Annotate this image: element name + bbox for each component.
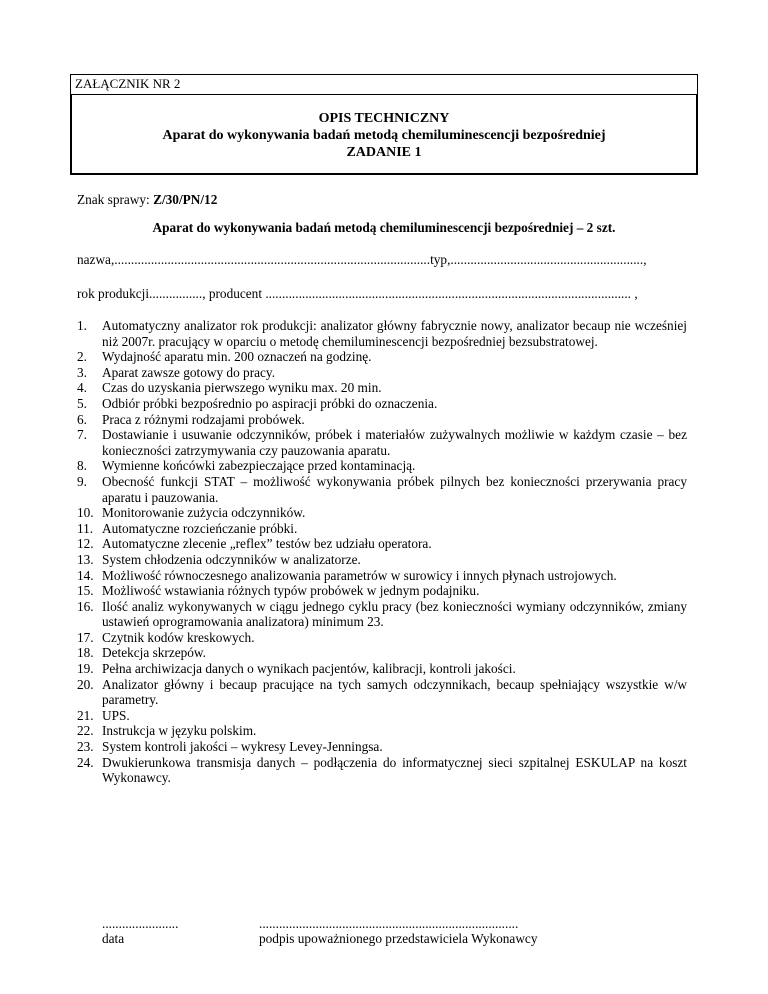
requirements-list [77, 318, 687, 786]
requirement-number: 11. [77, 520, 94, 536]
requirement-number: 1. [77, 318, 87, 333]
requirement-text: Ilość analiz wykonywanych w ciągu jednego cyklu pracy (bez konieczności wymiany odczynników, zmiany ustawień oprogramowania analizatora) minimum 23. [102, 598, 687, 630]
requirement-item [77, 365, 687, 381]
requirement-item [77, 458, 687, 474]
requirement-text: Automatyczne zlecenie „reflex” testów bez udziału operatora. [102, 536, 432, 552]
requirement-text: Detekcja skrzepów. [102, 645, 206, 661]
requirement-text: Analizator główny i becaup pracujące na tych samych odczynnikach, becaup spełniający wszystkie w/w parametry. [102, 676, 687, 708]
requirement-item [77, 708, 687, 724]
requirement-number: 7. [77, 427, 87, 443]
requirement-text: Monitorowanie zużycia odczynników. [102, 505, 306, 521]
requirement-number: 3. [77, 364, 87, 380]
requirement-item [77, 412, 687, 428]
requirement-item [77, 599, 687, 630]
requirement-text: Wydajność aparatu min. 200 oznaczeń na godzinę. [102, 349, 372, 365]
requirement-item [77, 583, 687, 599]
case-number-value: Z/30/PN/12 [153, 192, 218, 207]
requirement-text: Praca z różnymi rodzajami probówek. [102, 411, 305, 427]
requirement-text: Instrukcja w języku polskim. [102, 723, 257, 739]
title-block [71, 94, 697, 174]
requirement-number: 13. [77, 551, 94, 567]
date-label: data [102, 931, 125, 946]
requirement-number: 21. [77, 707, 94, 723]
requirement-item [77, 552, 687, 568]
requirement-text: Aparat zawsze gotowy do pracy. [102, 364, 276, 380]
requirement-item [77, 568, 687, 584]
requirement-item [77, 427, 687, 458]
requirement-item [77, 318, 687, 349]
requirement-number: 23. [77, 739, 94, 755]
requirement-text: Czytnik kodów kreskowych. [102, 629, 255, 645]
requirement-number: 18. [77, 645, 94, 661]
date-dots: ....................... [102, 916, 179, 931]
requirement-text: Automatyczny analizator rok produkcji: analizator główny fabrycznie nowy, analizator becaup nie wcześniej niż 2007r. pracujący w oparciu o metodę chemiluminescencji bezpośredniej bezsubstratowej. [102, 318, 687, 349]
attachment-label: ZAŁĄCZNIK NR 2 [71, 75, 697, 95]
requirement-number: 24. [77, 754, 94, 770]
requirement-number: 10. [77, 505, 94, 521]
requirement-item [77, 661, 687, 677]
requirement-text: Obecność funkcji STAT – możliwość wykonywania próbek pilnych bez konieczności przerywania pracy aparatu i pauzowania. [102, 473, 687, 505]
requirement-text: Wymienne końcówki zabezpieczające przed kontaminacją. [102, 458, 416, 474]
requirement-number: 4. [77, 380, 87, 396]
fill-line-year-producer: rok produkcji................, producent .............................................................................................................. , [77, 286, 638, 301]
requirement-item [77, 474, 687, 505]
requirement-text: Czas do uzyskania pierwszego wyniku max. 20 min. [102, 380, 382, 396]
requirement-number: 8. [77, 458, 87, 474]
requirement-number: 16. [77, 598, 94, 614]
requirement-number: 20. [77, 676, 94, 692]
requirement-number: 5. [77, 395, 87, 411]
requirement-item [77, 536, 687, 552]
title-line-3: ZADANIE 1 [346, 145, 422, 160]
header-box [70, 74, 698, 175]
requirement-number: 17. [77, 629, 94, 645]
requirement-text: Odbiór próbki bezpośrednio po aspiracji próbki do oznaczenia. [102, 395, 438, 411]
requirement-number: 6. [77, 411, 87, 427]
date-block [102, 917, 178, 946]
requirement-item [77, 630, 687, 646]
requirement-text: System kontroli jakości – wykresy Levey-Jenningsa. [102, 739, 383, 755]
requirement-number: 9. [77, 473, 87, 489]
requirement-number: 19. [77, 661, 94, 677]
title-line-1: OPIS TECHNICZNY [318, 111, 450, 126]
title-line-2: Aparat do wykonywania badań metodą chemiluminescencji bezpośredniej [162, 128, 606, 143]
requirement-text: Pełna archiwizacja danych o wynikach pacjentów, kalibracji, kontroli jakości. [102, 661, 516, 677]
requirement-item [77, 739, 687, 755]
requirement-text: Dwukierunkowa transmisja danych – podłączenia do informatycznej sieci szpitalnej ESKULAP na koszt Wykonawcy. [102, 754, 687, 786]
requirement-item [77, 505, 687, 521]
requirement-number: 22. [77, 723, 94, 739]
requirement-item [77, 349, 687, 365]
signature-label: podpis upoważnionego przedstawiciela Wykonawcy [259, 931, 538, 946]
case-number-label: Znak sprawy: [77, 192, 154, 207]
signature-dots: .............................................................................. [259, 916, 519, 931]
fill-line-name-type: nazwa,...............................................................................................typ,.........................................................., [77, 252, 647, 267]
requirement-number: 12. [77, 536, 94, 552]
requirement-text: UPS. [102, 707, 130, 723]
document-subtitle: Aparat do wykonywania badań metodą chemiluminescencji bezpośredniej – 2 szt. [152, 220, 616, 235]
requirement-text: Automatyczne rozcieńczanie próbki. [102, 520, 298, 536]
case-number [77, 192, 217, 208]
signature-block [259, 917, 537, 946]
requirement-item [77, 396, 687, 412]
requirement-text: Możliwość równoczesnego analizowania parametrów w surowicy i innych płynach ustrojowych. [102, 567, 617, 583]
requirement-number: 2. [77, 349, 87, 365]
requirement-item [77, 521, 687, 537]
requirement-number: 14. [77, 567, 94, 583]
requirement-number: 15. [77, 583, 94, 599]
requirement-item [77, 755, 687, 786]
requirement-item [77, 380, 687, 396]
requirement-text: System chłodzenia odczynników w analizatorze. [102, 551, 361, 567]
requirement-text: Możliwość wstawiania różnych typów probówek w jednym podajniku. [102, 583, 480, 599]
requirement-text: Dostawianie i usuwanie odczynników, próbek i materiałów zużywalnych możliwie w każdym czasie – bez konieczności zatrzymywania czy pauzowania aparatu. [102, 427, 687, 458]
requirement-item [77, 645, 687, 661]
requirement-item [77, 677, 687, 708]
requirement-item [77, 723, 687, 739]
